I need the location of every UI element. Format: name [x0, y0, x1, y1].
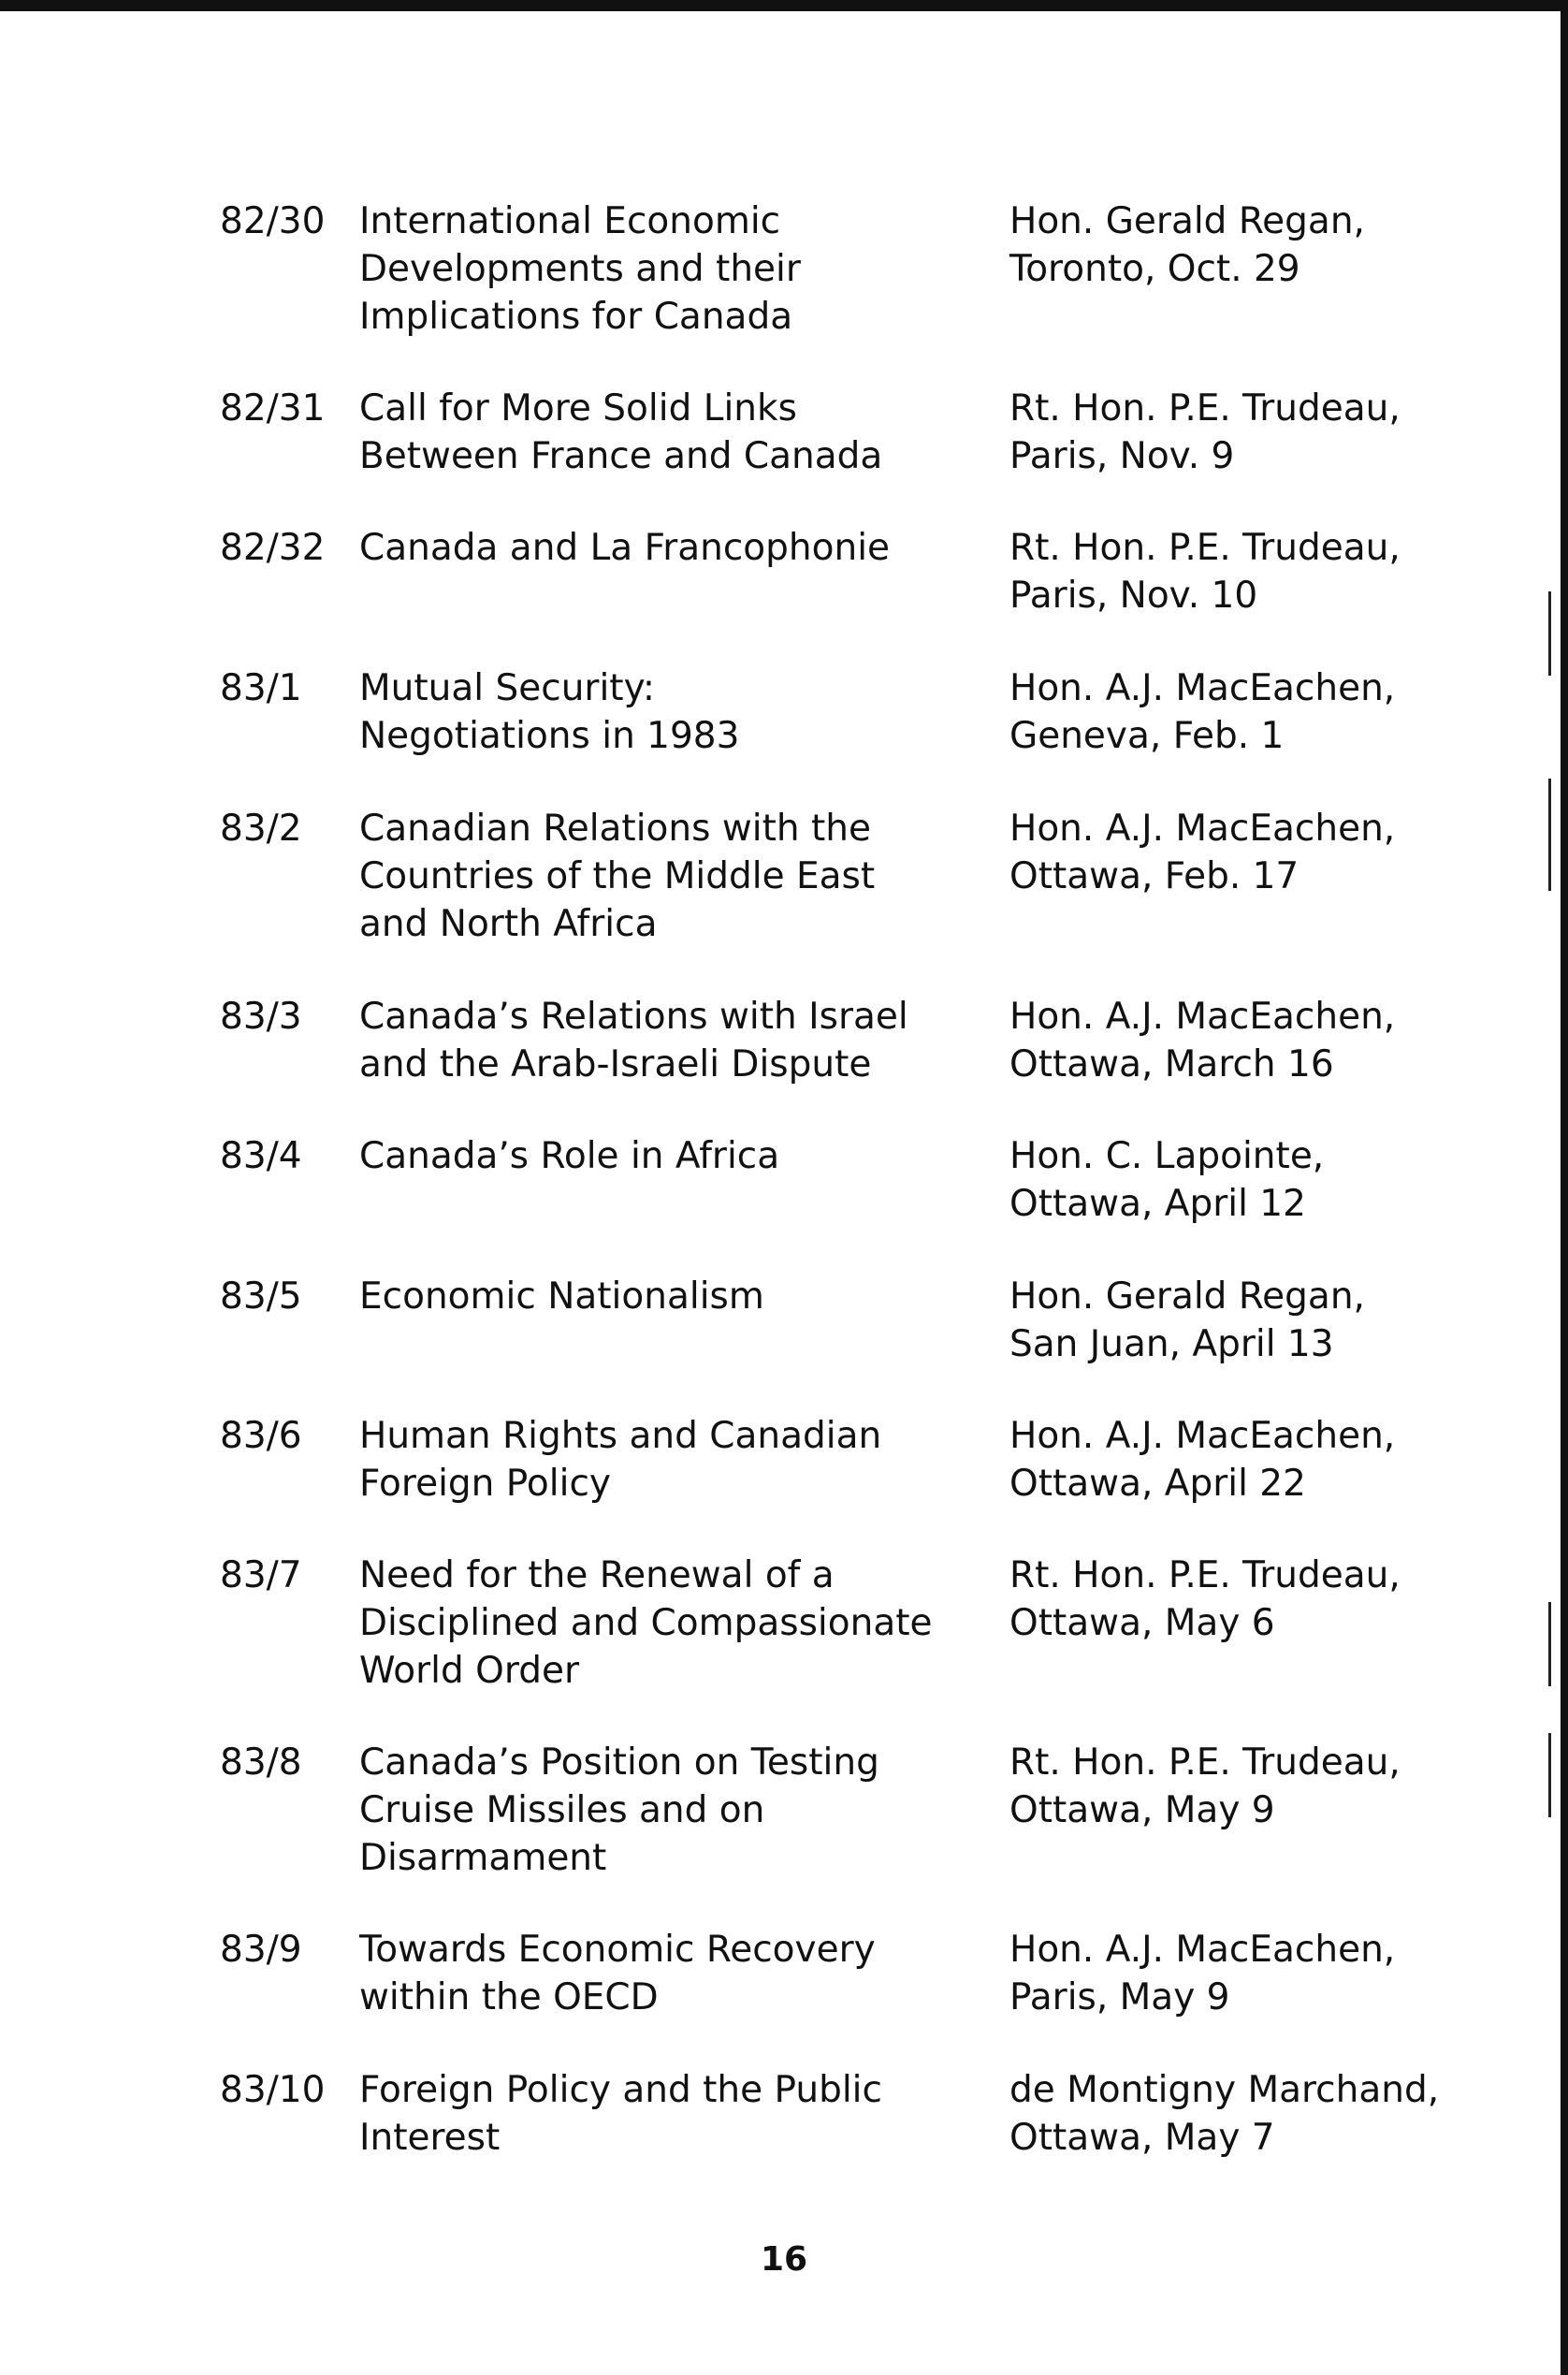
entry-speaker — [1009, 1132, 1533, 1228]
entry-number: 83/1 — [220, 667, 302, 709]
entry-title — [359, 1412, 995, 1508]
entry-speaker-line: Hon. Gerald Regan, — [1009, 200, 1365, 242]
entry-speaker-line: Ottawa, April 12 — [1009, 1183, 1306, 1225]
entry-speaker-line: Hon. Gerald Regan, — [1009, 1275, 1365, 1318]
entry-speaker — [1009, 197, 1533, 293]
entry-title — [359, 524, 995, 572]
entry-title-line: Negotiations in 1983 — [359, 715, 740, 757]
entry-speaker — [1009, 1273, 1533, 1368]
entry-speaker-line: San Juan, April 13 — [1009, 1323, 1334, 1365]
entry-speaker-line: Paris, Nov. 10 — [1009, 575, 1258, 617]
entry-title-line: Countries of the Middle East — [359, 855, 876, 897]
entry-title — [359, 1739, 995, 1882]
entry-speaker-line: Hon. A.J. MacEachen, — [1009, 808, 1396, 850]
entry-number: 83/7 — [220, 1554, 302, 1596]
entry-speaker-line: Ottawa, May 7 — [1009, 2117, 1275, 2159]
entry-speaker — [1009, 385, 1533, 480]
entry-number: 83/8 — [220, 1741, 302, 1784]
entry-title-line: Interest — [359, 2117, 501, 2159]
entry-speaker-line: Hon. C. Lapointe, — [1009, 1135, 1325, 1177]
entry-number: 82/32 — [220, 527, 326, 569]
entry-speaker-line: Ottawa, April 22 — [1009, 1463, 1306, 1505]
entry-speaker-line: Hon. A.J. MacEachen, — [1009, 1929, 1396, 1971]
entry-number: 83/6 — [220, 1415, 302, 1457]
entry-title — [359, 197, 995, 341]
entry-speaker — [1009, 2066, 1533, 2162]
entry-number: 83/10 — [220, 2069, 326, 2111]
entry-speaker — [1009, 1926, 1533, 2021]
entry-title — [359, 1552, 995, 1695]
entry-speaker-line: Hon. A.J. MacEachen, — [1009, 1415, 1396, 1457]
entry-speaker-line: Ottawa, May 6 — [1009, 1602, 1275, 1644]
entry-title-line: Towards Economic Recovery — [359, 1929, 876, 1971]
binding-edge-mark — [1548, 591, 1551, 676]
entry-number: 83/4 — [220, 1135, 302, 1177]
entry-title-line: Canada’s Relations with Israel — [359, 996, 908, 1038]
entry-title-line: within the OECD — [359, 1976, 659, 2018]
entry-speaker — [1009, 993, 1533, 1088]
entry-speaker-line: Hon. A.J. MacEachen, — [1009, 996, 1396, 1038]
entry-title-line: World Order — [359, 1650, 579, 1692]
page-number: 16 — [760, 2240, 808, 2279]
entry-title-line: Implications for Canada — [359, 296, 793, 338]
entry-speaker-line: Hon. A.J. MacEachen, — [1009, 667, 1396, 709]
entry-title — [359, 664, 995, 760]
entry-title-line: Human Rights and Canadian — [359, 1415, 882, 1457]
entry-speaker-line: Ottawa, Feb. 17 — [1009, 855, 1299, 897]
entry-speaker-line: Ottawa, May 9 — [1009, 1789, 1275, 1831]
binding-edge-mark — [1548, 779, 1551, 891]
entry-title — [359, 1132, 995, 1180]
entry-speaker-line: de Montigny Marchand, — [1009, 2069, 1440, 2111]
binding-edge-mark — [1548, 1733, 1551, 1817]
entry-title — [359, 1273, 995, 1320]
binding-edge-mark — [1548, 1602, 1551, 1686]
entry-title-line: Disarmament — [359, 1837, 607, 1879]
entry-title — [359, 993, 995, 1088]
entry-title-line: Canada’s Position on Testing — [359, 1741, 879, 1784]
entry-speaker-line: Rt. Hon. P.E. Trudeau, — [1009, 1741, 1401, 1784]
entry-title-line: Foreign Policy — [359, 1463, 611, 1505]
entry-title-line: Developments and their — [359, 248, 801, 290]
entry-speaker — [1009, 805, 1533, 900]
entry-number: 83/3 — [220, 996, 302, 1038]
entry-title-line: and North Africa — [359, 903, 658, 945]
entry-number: 83/9 — [220, 1929, 302, 1971]
entry-title — [359, 805, 995, 948]
entry-speaker — [1009, 1412, 1533, 1508]
entry-speaker-line: Ottawa, March 16 — [1009, 1043, 1334, 1086]
entry-title-line: Foreign Policy and the Public — [359, 2069, 882, 2111]
entry-speaker-line: Rt. Hon. P.E. Trudeau, — [1009, 1554, 1401, 1596]
entry-speaker — [1009, 1552, 1533, 1647]
entry-speaker-line: Toronto, Oct. 29 — [1009, 248, 1300, 290]
entry-title-line: Mutual Security: — [359, 667, 655, 709]
entry-title-line: Cruise Missiles and on — [359, 1789, 765, 1831]
entry-speaker-line: Geneva, Feb. 1 — [1009, 715, 1285, 757]
entry-title-line: Canada and La Francophonie — [359, 527, 891, 569]
entry-title-line: Economic Nationalism — [359, 1275, 764, 1318]
entry-speaker-line: Paris, May 9 — [1009, 1976, 1230, 2018]
entry-title-line: International Economic — [359, 200, 781, 242]
entry-title-line: Call for More Solid Links — [359, 387, 797, 430]
entry-speaker — [1009, 524, 1533, 619]
entry-title — [359, 1926, 995, 2021]
entry-number: 83/5 — [220, 1275, 302, 1318]
entry-speaker — [1009, 1739, 1533, 1834]
entry-title-line: Disciplined and Compassionate — [359, 1602, 933, 1644]
entry-number: 82/31 — [220, 387, 326, 430]
entry-title-line: and the Arab-Israeli Dispute — [359, 1043, 872, 1086]
entry-speaker — [1009, 664, 1533, 760]
entry-number: 83/2 — [220, 808, 302, 850]
entry-speaker-line: Rt. Hon. P.E. Trudeau, — [1009, 527, 1401, 569]
entry-speaker-line: Paris, Nov. 9 — [1009, 435, 1235, 477]
entry-title — [359, 2066, 995, 2162]
entry-number: 82/30 — [220, 200, 326, 242]
entry-title-line: Canadian Relations with the — [359, 808, 871, 850]
entry-title-line: Between France and Canada — [359, 435, 883, 477]
entry-title-line: Need for the Renewal of a — [359, 1554, 835, 1596]
entry-title-line: Canada’s Role in Africa — [359, 1135, 780, 1177]
entry-speaker-line: Rt. Hon. P.E. Trudeau, — [1009, 387, 1401, 430]
entry-title — [359, 385, 995, 480]
